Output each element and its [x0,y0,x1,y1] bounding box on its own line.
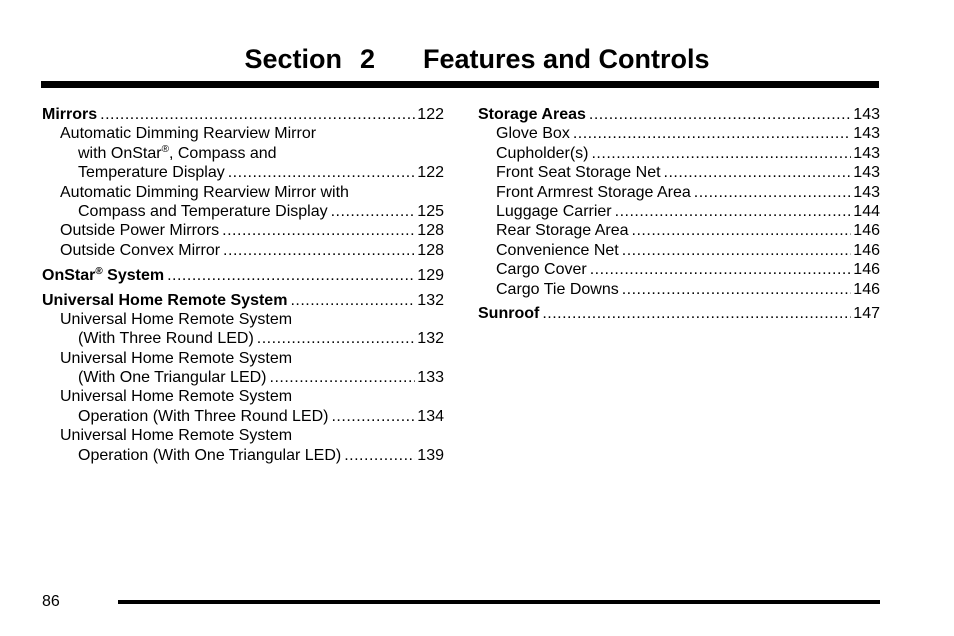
toc-entry-uhrs-op-three-led[interactable]: Operation (With Three Round LED) ..... 134 [42,407,444,426]
toc-entry-uhrs-three-led[interactable]: (With Three Round LED) ..... 132 [42,329,444,348]
toc-entry-outside-power-mirrors[interactable]: Outside Power Mirrors ..... 128 [42,221,444,240]
top-rule [41,81,879,88]
section-label: Section [244,44,342,74]
toc-entry-universal-home-remote[interactable]: Universal Home Remote System ..... 132 [42,291,444,310]
toc-entry-onstar-system[interactable]: OnStar® System ..... 129 [42,266,444,285]
toc-entry-text: Automatic Dimming Rearview Mirror [60,125,317,143]
toc-entry-text: Universal Home Remote System [60,349,293,367]
toc-entry-cargo-cover[interactable]: Cargo Cover ..... 146 [478,260,880,279]
toc-entry-text: Universal Home Remote System [60,310,293,328]
toc-entry-text: Universal Home Remote System [60,427,293,445]
toc-entry-outside-convex-mirror[interactable]: Outside Convex Mirror ..... 128 [42,241,444,260]
toc-entry-cargo-tie-downs[interactable]: Cargo Tie Downs ..... 146 [478,280,880,299]
toc-entry-adrm-onstar[interactable]: Temperature Display ..... 122 [42,163,444,182]
page-number: 86 [42,593,60,610]
bottom-rule [118,600,880,604]
toc-entry-storage-areas[interactable]: Storage Areas ..... 143 [478,105,880,124]
toc-entry-front-armrest-storage[interactable]: Front Armrest Storage Area ..... 143 [478,183,880,202]
toc-entry-rear-storage-area[interactable]: Rear Storage Area ..... 146 [478,221,880,240]
toc-entry-cupholders[interactable]: Cupholder(s) ..... 143 [478,144,880,163]
toc-entry-luggage-carrier[interactable]: Luggage Carrier ..... 144 [478,202,880,221]
toc-entry-text: Automatic Dimming Rearview Mirror with [60,183,349,201]
toc-entry-mirrors[interactable]: Mirrors ..... 122 [42,105,444,124]
toc-entry-front-seat-storage-net[interactable]: Front Seat Storage Net ..... 143 [478,163,880,182]
toc-entry-sunroof[interactable]: Sunroof ..... 147 [478,304,880,323]
toc-entry-glove-box[interactable]: Glove Box ..... 143 [478,124,880,143]
toc-entry-convenience-net[interactable]: Convenience Net ..... 146 [478,241,880,260]
section-title: Features and Controls [423,44,710,74]
toc-entry-text: with OnStar®, Compass and [78,143,277,162]
page-title [0,43,954,75]
toc-entry-adrm-compass[interactable]: Compass and Temperature Display ..... 125 [42,202,444,221]
toc-left-column [42,105,444,465]
section-number: 2 [359,44,375,74]
toc-right-column [478,105,880,324]
toc-entry-text: Universal Home Remote System [60,388,293,406]
toc-entry-uhrs-one-led[interactable]: (With One Triangular LED) ..... 133 [42,368,444,387]
toc-entry-uhrs-op-one-led[interactable]: Operation (With One Triangular LED) ..... 139 [42,446,444,465]
